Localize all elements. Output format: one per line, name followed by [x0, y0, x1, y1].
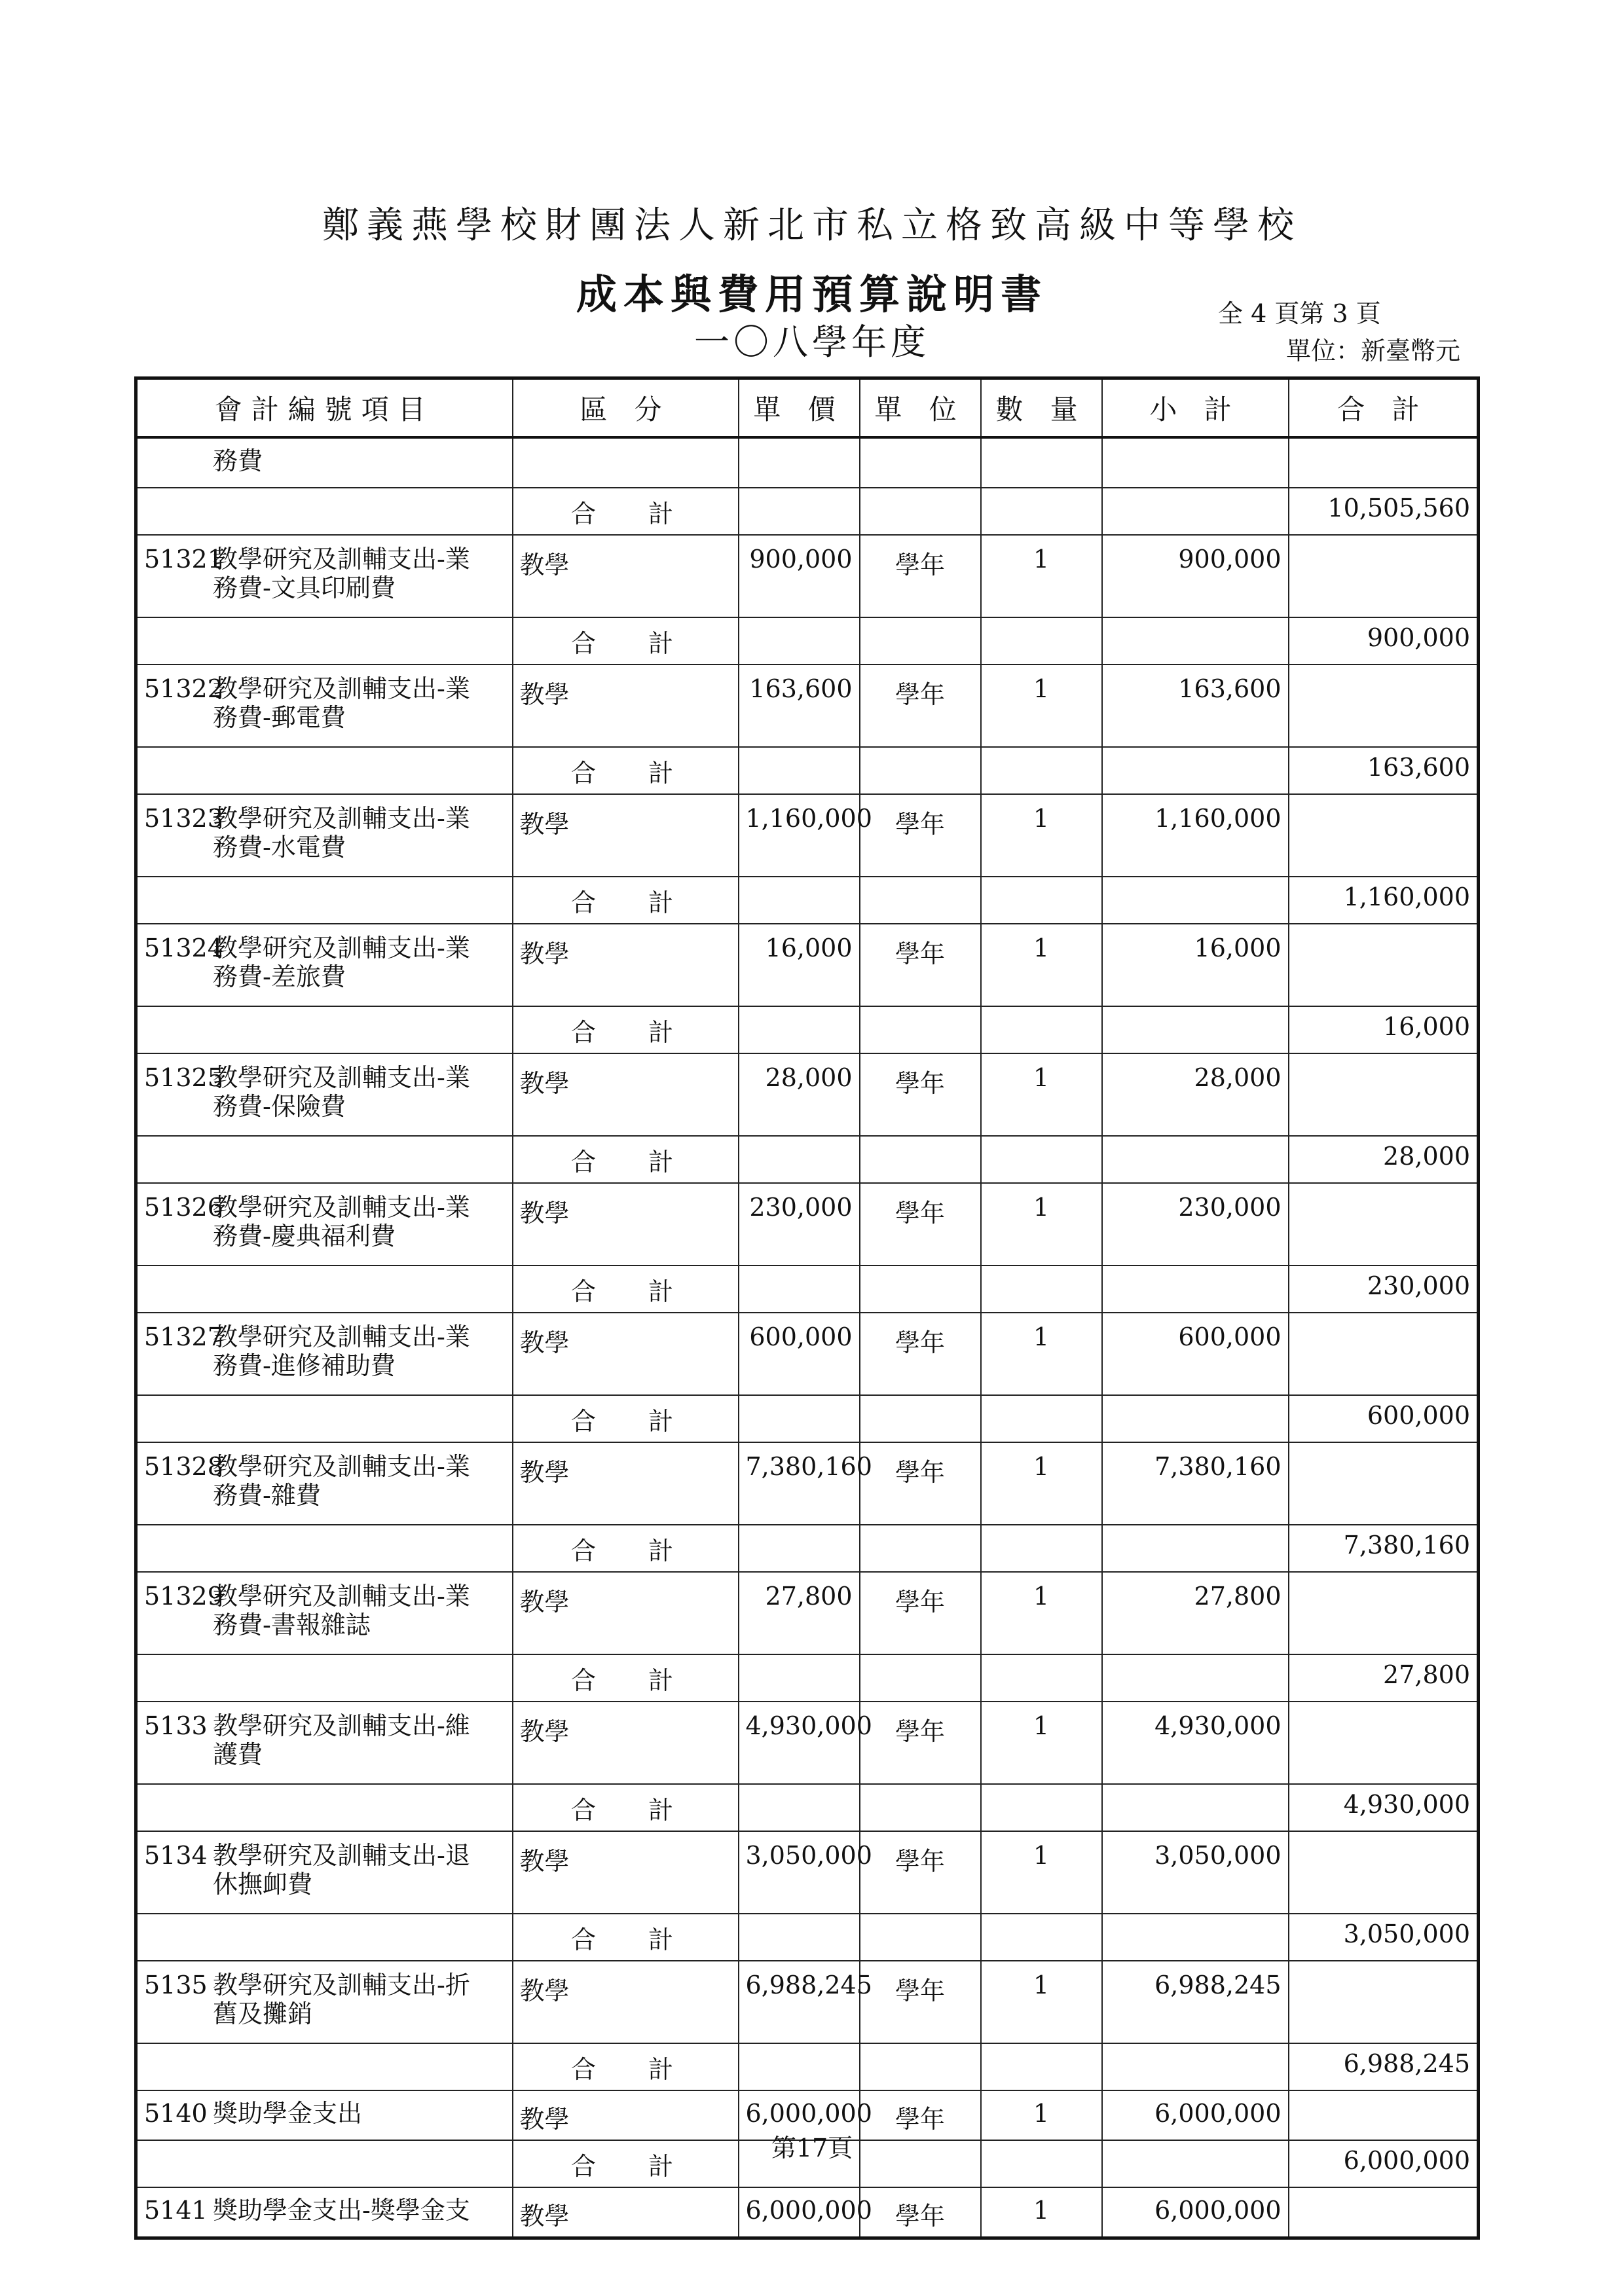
total-row [136, 1914, 1479, 1961]
subtotal-cell: 16,000 [1102, 924, 1289, 1006]
total-cell [1289, 1572, 1479, 1654]
total-row [136, 1006, 1479, 1053]
total-cell [1289, 1183, 1479, 1266]
account-code: 51321 [144, 545, 223, 574]
table-row [136, 1442, 1479, 1525]
account-name: 教學研究及訓輔支出-業務費-慶典福利費 [213, 1193, 470, 1250]
table-row [136, 924, 1479, 1006]
total-row [136, 617, 1479, 665]
account-item-cell [136, 924, 513, 1006]
unit-price-cell: 600,000 [739, 1313, 860, 1395]
quantity-cell: 1 [981, 1702, 1102, 1784]
account-item-cell [136, 1961, 513, 2043]
account-item-cell [136, 1313, 513, 1395]
unit-price-cell: 4,930,000 [739, 1702, 860, 1784]
account-name: 教學研究及訓輔支出-業務費-文具印刷費 [213, 545, 470, 602]
unit-cell: 學年 [860, 794, 981, 877]
total-value: 16,000 [1289, 1006, 1479, 1053]
unit-price-cell: 6,988,245 [739, 1961, 860, 2043]
total-row [136, 2043, 1479, 2090]
account-name: 獎助學金支出-獎學金支 [213, 2196, 470, 2225]
account-item-cell [136, 1572, 513, 1654]
category-cell: 教學 [513, 1702, 739, 1784]
total-cell [1289, 2187, 1479, 2238]
unit-price-cell: 28,000 [739, 1053, 860, 1136]
total-label: 合計 [513, 1654, 739, 1702]
table-row [136, 665, 1479, 747]
continuation-name: 務費 [213, 446, 263, 475]
unit-price-cell: 27,800 [739, 1572, 860, 1654]
subtotal-cell: 4,930,000 [1102, 1702, 1289, 1784]
document-title: 成本與費用預算說明書 [576, 270, 1048, 318]
quantity-cell: 1 [981, 1961, 1102, 2043]
account-name: 教學研究及訓輔支出-業務費-進修補助費 [213, 1322, 470, 1380]
account-code: 51328 [144, 1452, 223, 1481]
total-cell [1289, 794, 1479, 877]
account-item-cell [136, 1442, 513, 1525]
header-account-item: 會計編號項目 [136, 378, 513, 438]
header-total: 合 計 [1289, 378, 1479, 438]
category-cell: 教學 [513, 1313, 739, 1395]
unit-price-cell: 16,000 [739, 924, 860, 1006]
unit-cell: 學年 [860, 1831, 981, 1914]
unit-price-cell: 1,160,000 [739, 794, 860, 877]
total-label: 合計 [513, 2140, 739, 2187]
account-code: 5133 [144, 1711, 208, 1740]
total-cell [1289, 1961, 1479, 2043]
total-cell [1289, 1831, 1479, 1914]
category-cell: 教學 [513, 1831, 739, 1914]
total-label: 合計 [513, 747, 739, 794]
category-cell: 教學 [513, 2187, 739, 2238]
table-row [136, 1572, 1479, 1654]
total-label: 合計 [513, 617, 739, 665]
total-label: 合計 [513, 1006, 739, 1053]
total-cell [1289, 535, 1479, 617]
total-value: 230,000 [1289, 1266, 1479, 1313]
total-value: 1,160,000 [1289, 877, 1479, 924]
total-cell [1289, 665, 1479, 747]
total-value: 7,380,160 [1289, 1525, 1479, 1572]
quantity-cell: 1 [981, 1442, 1102, 1525]
account-name: 教學研究及訓輔支出-業務費-水電費 [213, 804, 470, 862]
total-value: 6,988,245 [1289, 2043, 1479, 2090]
quantity-cell: 1 [981, 924, 1102, 1006]
subtotal-cell: 6,988,245 [1102, 1961, 1289, 2043]
total-cell [1289, 1702, 1479, 1784]
total-value: 6,000,000 [1289, 2140, 1479, 2187]
page-number: 第17頁 [771, 2134, 853, 2162]
total-label: 合計 [513, 1266, 739, 1313]
account-item-cell [136, 665, 513, 747]
total-label: 合計 [513, 1784, 739, 1831]
unit-cell: 學年 [860, 1961, 981, 2043]
total-row [136, 1784, 1479, 1831]
total-cell [1289, 1313, 1479, 1395]
account-name: 教學研究及訓輔支出-維護費 [213, 1711, 470, 1769]
category-cell: 教學 [513, 1572, 739, 1654]
account-name: 教學研究及訓輔支出-退休撫卹費 [213, 1841, 470, 1899]
table-row [136, 2187, 1479, 2238]
quantity-cell: 1 [981, 794, 1102, 877]
unit-cell: 學年 [860, 1313, 981, 1395]
header-subtotal: 小 計 [1102, 378, 1289, 438]
account-name: 教學研究及訓輔支出-折舊及攤銷 [213, 1971, 470, 2028]
account-code: 51327 [144, 1322, 223, 1351]
subtotal-cell: 27,800 [1102, 1572, 1289, 1654]
total-value: 3,050,000 [1289, 1914, 1479, 1961]
total-row [136, 1525, 1479, 1572]
quantity-cell: 1 [981, 2187, 1102, 2238]
account-item-cell [136, 535, 513, 617]
subtotal-cell: 6,000,000 [1102, 2090, 1289, 2140]
school-name: 鄭義燕學校財團法人新北市私立格致高級中等學校 [322, 204, 1302, 247]
quantity-cell: 1 [981, 535, 1102, 617]
total-label: 合計 [513, 1914, 739, 1961]
account-name: 教學研究及訓輔支出-業務費-差旅費 [213, 934, 470, 991]
header-unit: 單 位 [860, 378, 981, 438]
table-row [136, 1831, 1479, 1914]
total-label: 合計 [513, 1395, 739, 1442]
account-code: 51325 [144, 1063, 223, 1092]
subtotal-cell: 163,600 [1102, 665, 1289, 747]
account-code: 5141 [144, 2196, 208, 2225]
total-row [136, 877, 1479, 924]
account-code: 5134 [144, 1841, 208, 1870]
table-row [136, 1313, 1479, 1395]
table-row [136, 794, 1479, 877]
total-cell [1289, 1053, 1479, 1136]
account-item-cell [136, 1702, 513, 1784]
category-cell: 教學 [513, 1442, 739, 1525]
category-cell: 教學 [513, 2090, 739, 2140]
unit-price-cell: 900,000 [739, 535, 860, 617]
total-cell [1289, 924, 1479, 1006]
account-item-cell [136, 1831, 513, 1914]
account-code: 51322 [144, 674, 223, 703]
table-row [136, 1702, 1479, 1784]
header-category: 區 分 [513, 378, 739, 438]
total-row [136, 1266, 1479, 1313]
account-code: 51329 [144, 1582, 223, 1611]
account-name: 教學研究及訓輔支出-業務費-書報雜誌 [213, 1582, 470, 1639]
total-label: 合計 [513, 877, 739, 924]
unit-price-cell: 230,000 [739, 1183, 860, 1266]
header-unit-price: 單 價 [739, 378, 860, 438]
total-label: 合計 [513, 488, 739, 535]
header-quantity: 數 量 [981, 378, 1102, 438]
account-code: 51323 [144, 804, 223, 833]
account-item-cell [136, 1183, 513, 1266]
category-cell: 教學 [513, 535, 739, 617]
table-row [136, 1961, 1479, 2043]
currency-unit: 單位：新臺幣元 [1285, 337, 1460, 365]
subtotal-cell: 600,000 [1102, 1313, 1289, 1395]
subtotal-cell: 230,000 [1102, 1183, 1289, 1266]
account-item-cell [136, 2187, 513, 2238]
total-row [136, 488, 1479, 535]
quantity-cell: 1 [981, 1053, 1102, 1136]
account-name: 獎助學金支出 [213, 2099, 363, 2128]
quantity-cell: 1 [981, 1313, 1102, 1395]
unit-cell: 學年 [860, 1053, 981, 1136]
unit-cell: 學年 [860, 924, 981, 1006]
continuation-row [136, 437, 1479, 488]
subtotal-cell: 7,380,160 [1102, 1442, 1289, 1525]
unit-cell: 學年 [860, 2090, 981, 2140]
unit-cell: 學年 [860, 1183, 981, 1266]
total-value: 28,000 [1289, 1136, 1479, 1183]
subtotal-cell: 28,000 [1102, 1053, 1289, 1136]
unit-price-cell: 3,050,000 [739, 1831, 860, 1914]
subtotal-cell: 1,160,000 [1102, 794, 1289, 877]
category-cell: 教學 [513, 794, 739, 877]
total-row [136, 1136, 1479, 1183]
total-value: 4,930,000 [1289, 1784, 1479, 1831]
total-value: 600,000 [1289, 1395, 1479, 1442]
unit-price-cell: 6,000,000 [739, 2090, 860, 2140]
account-name: 教學研究及訓輔支出-業務費-雜費 [213, 1452, 470, 1510]
school-year: 一〇八學年度 [694, 321, 930, 363]
account-item-cell [136, 794, 513, 877]
quantity-cell: 1 [981, 1572, 1102, 1654]
unit-price-cell: 7,380,160 [739, 1442, 860, 1525]
table-header-row [136, 378, 1479, 438]
quantity-cell: 1 [981, 665, 1102, 747]
total-label: 合計 [513, 2043, 739, 2090]
account-name: 教學研究及訓輔支出-業務費-郵電費 [213, 674, 470, 732]
table-row [136, 535, 1479, 617]
category-cell: 教學 [513, 1183, 739, 1266]
category-cell: 教學 [513, 1053, 739, 1136]
category-cell: 教學 [513, 665, 739, 747]
account-item-cell [136, 1053, 513, 1136]
total-value: 10,505,560 [1289, 488, 1479, 535]
table-row [136, 1053, 1479, 1136]
total-cell [1289, 1442, 1479, 1525]
subtotal-cell: 3,050,000 [1102, 1831, 1289, 1914]
unit-cell: 學年 [860, 665, 981, 747]
total-row [136, 1654, 1479, 1702]
unit-cell: 學年 [860, 535, 981, 617]
account-code: 5140 [144, 2099, 208, 2128]
subtotal-cell: 6,000,000 [1102, 2187, 1289, 2238]
quantity-cell: 1 [981, 1183, 1102, 1266]
quantity-cell: 1 [981, 2090, 1102, 2140]
unit-cell: 學年 [860, 2187, 981, 2238]
page-info: 全 4 頁第 3 頁 [1218, 299, 1381, 328]
total-value: 163,600 [1289, 747, 1479, 794]
quantity-cell: 1 [981, 1831, 1102, 1914]
total-row [136, 747, 1479, 794]
total-label: 合計 [513, 1136, 739, 1183]
total-value: 27,800 [1289, 1654, 1479, 1702]
total-label: 合計 [513, 1525, 739, 1572]
account-code: 5135 [144, 1971, 208, 1999]
category-cell: 教學 [513, 1961, 739, 2043]
total-row [136, 1395, 1479, 1442]
unit-cell: 學年 [860, 1572, 981, 1654]
account-code: 51326 [144, 1193, 223, 1222]
table-row [136, 1183, 1479, 1266]
total-value: 900,000 [1289, 617, 1479, 665]
unit-price-cell: 163,600 [739, 665, 860, 747]
account-name: 教學研究及訓輔支出-業務費-保險費 [213, 1063, 470, 1121]
unit-price-cell: 6,000,000 [739, 2187, 860, 2238]
subtotal-cell: 900,000 [1102, 535, 1289, 617]
category-cell: 教學 [513, 924, 739, 1006]
unit-cell: 學年 [860, 1702, 981, 1784]
budget-table [134, 376, 1480, 2240]
account-code: 51324 [144, 934, 223, 962]
unit-cell: 學年 [860, 1442, 981, 1525]
